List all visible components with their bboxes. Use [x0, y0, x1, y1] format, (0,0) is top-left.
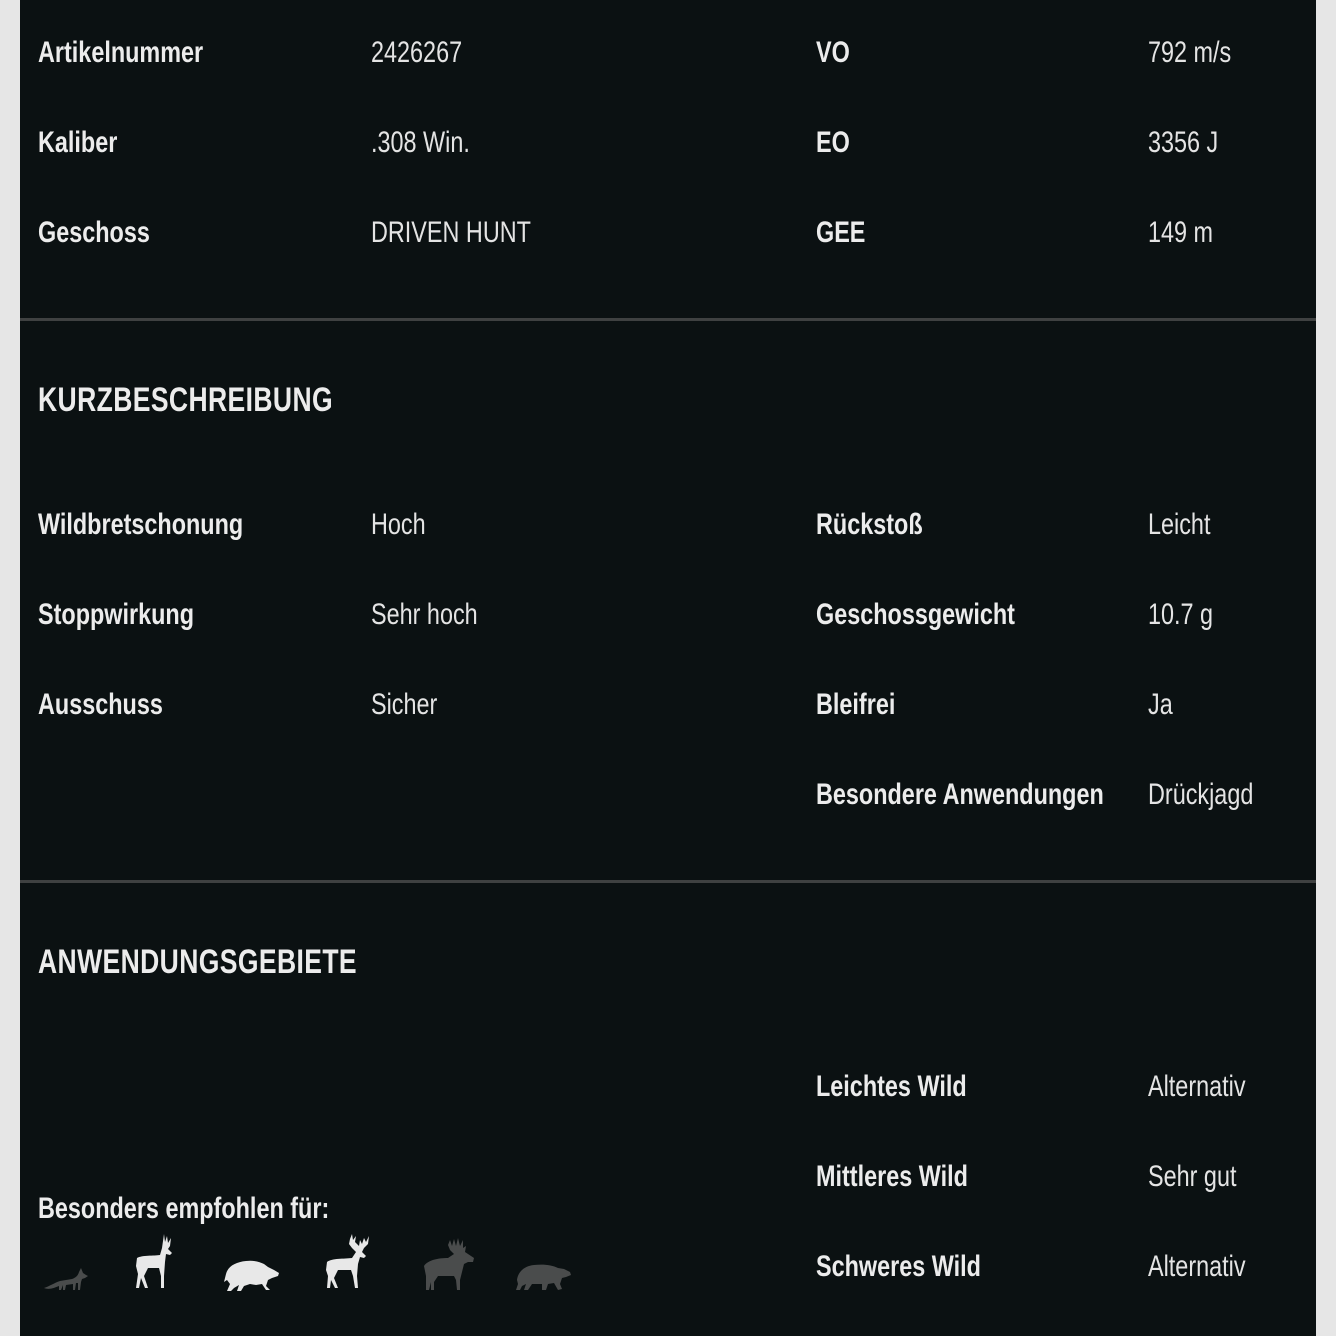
game-label-mittleres-wild: Mittleres Wild	[816, 1160, 968, 1193]
spec-value-kaliber: .308 Win.	[371, 126, 470, 159]
spec-label-vo: VO	[816, 36, 850, 69]
spec-label-eo: EO	[816, 126, 850, 159]
spec-label-artikelnummer: Artikelnummer	[38, 36, 204, 69]
game-label-leichtes-wild: Leichtes Wild	[816, 1070, 967, 1103]
desc-value-wildbretschonung: Hoch	[371, 508, 426, 541]
game-value-schweres-wild: Alternativ	[1148, 1250, 1246, 1283]
section-heading-kurzbeschreibung: KURZBESCHREIBUNG	[38, 381, 334, 419]
recommended-for-label: Besonders empfohlen für:	[38, 1192, 330, 1225]
ammunition-details-panel	[20, 0, 1316, 1336]
desc-value-rueckstoss: Leicht	[1148, 508, 1211, 541]
spec-value-vo: 792 m/s	[1148, 36, 1232, 69]
desc-label-ausschuss: Ausschuss	[38, 688, 163, 721]
desc-label-geschossgewicht: Geschossgewicht	[816, 598, 1015, 631]
desc-label-besondere-anwendungen: Besondere Anwendungen	[816, 778, 1104, 811]
recommended-animals	[42, 1228, 602, 1298]
spec-value-geschoss: DRIVEN HUNT	[371, 216, 531, 249]
spec-value-eo: 3356 J	[1148, 126, 1219, 159]
desc-label-bleifrei: Bleifrei	[816, 688, 896, 721]
desc-value-besondere-anwendungen: Drückjagd	[1148, 778, 1254, 811]
fox-icon	[42, 1266, 90, 1292]
moose-icon	[420, 1236, 476, 1292]
desc-value-ausschuss: Sicher	[371, 688, 438, 721]
game-label-schweres-wild: Schweres Wild	[816, 1250, 981, 1283]
desc-label-stoppwirkung: Stoppwirkung	[38, 598, 194, 631]
bear-icon	[514, 1262, 572, 1292]
section-heading-anwendungsgebiete: ANWENDUNGSGEBIETE	[38, 943, 357, 981]
game-value-leichtes-wild: Alternativ	[1148, 1070, 1246, 1103]
red-deer-icon	[322, 1232, 380, 1292]
spec-value-artikelnummer: 2426267	[371, 36, 463, 69]
spec-label-gee: GEE	[816, 216, 866, 249]
game-value-mittleres-wild: Sehr gut	[1148, 1160, 1237, 1193]
desc-value-geschossgewicht: 10.7 g	[1148, 598, 1214, 631]
spec-value-gee: 149 m	[1148, 216, 1214, 249]
roe-deer-icon	[130, 1232, 180, 1292]
section-divider	[20, 318, 1316, 321]
spec-label-kaliber: Kaliber	[38, 126, 118, 159]
desc-label-wildbretschonung: Wildbretschonung	[38, 508, 244, 541]
boar-icon	[222, 1258, 280, 1292]
spec-label-geschoss: Geschoss	[38, 216, 150, 249]
desc-value-stoppwirkung: Sehr hoch	[371, 598, 478, 631]
desc-value-bleifrei: Ja	[1148, 688, 1173, 721]
section-divider	[20, 880, 1316, 883]
desc-label-rueckstoss: Rückstoß	[816, 508, 923, 541]
